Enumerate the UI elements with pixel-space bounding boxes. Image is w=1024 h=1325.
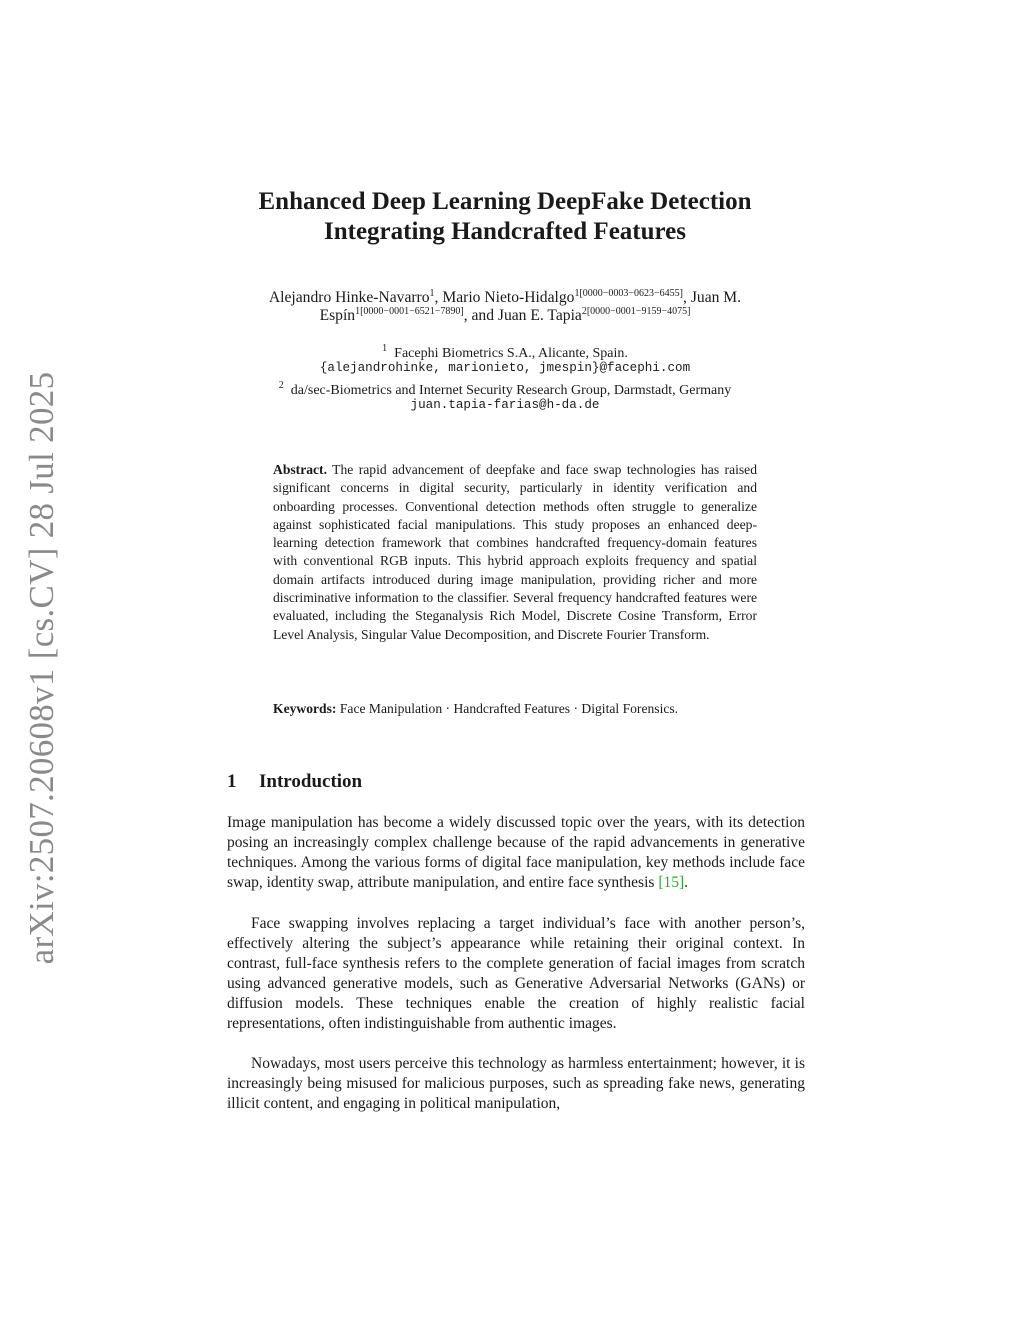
- author-list-line-2: [210, 302, 800, 325]
- arxiv-identifier: arXiv:2507.20608v1 [cs.CV] 28 Jul 2025: [22, 371, 61, 965]
- keywords-text: Face Manipulation · Handcrafted Features · Digital Forensics.: [339, 701, 679, 716]
- intro-paragraph-3: Nowadays, most users perceive this technology as harmless entertainment; however, it is increasingly being misused for malicious purposes, such as spreading fake news, generating illicit content, and engaging in political manipulation,: [227, 1055, 805, 1113]
- affiliation-text: da/sec-Biometrics and Internet Security Research Group, Darmstadt, Germany: [290, 383, 732, 398]
- keywords: [273, 700, 757, 718]
- paragraph-text-end: .: [684, 874, 689, 892]
- intro-paragraph-1: [227, 813, 805, 893]
- affiliation-mark: 1: [382, 343, 388, 354]
- section-number: 1: [227, 771, 237, 792]
- paper-title-line-1: Enhanced Deep Learning DeepFake Detection: [258, 188, 752, 215]
- author-affiliation-mark: 1: [429, 288, 435, 299]
- author-orcid-mark: 1[0000−0001−6521−7890]: [355, 306, 464, 317]
- intro-paragraph-2: Face swapping involves replacing a target individual’s face with another person’s, effectively altering the subject’s appearance while retaining their original context. In contrast, full-face synthesis refers to the complete generation of facial images from scratch using advanced generative models, such as Generative Adversarial Networks (GANs) or diffusion models. These techniques enable the creation of highly realistic facial representations, often indistinguishable from authentic images.: [227, 915, 805, 1033]
- section-heading: [227, 770, 362, 794]
- affiliation-1-email: {alejandrohinke, marionieto, jmespin}@facephi.com: [319, 361, 691, 375]
- author-name: Espín: [319, 307, 356, 324]
- affiliation-text: Facephi Biometrics S.A., Alicante, Spain.: [394, 346, 628, 361]
- affiliation-2-email: juan.tapia-farias@h-da.de: [410, 398, 600, 412]
- citation-link[interactable]: [15]: [658, 874, 685, 892]
- author-name: , Mario Nieto-Hidalgo: [434, 289, 575, 306]
- keywords-label: Keywords:: [273, 701, 337, 716]
- author-orcid-mark: 2[0000−0001−9159−4075]: [581, 306, 691, 317]
- paragraph-text: Image manipulation has become a widely discussed topic over the years, with its detection posing an increasingly complex challenge because of the rapid advancements in generative techniques. Among the various forms of digital face manipulation, key methods include face swap, identity swap, attribute manipulation, and entire face synthesis: [227, 814, 805, 892]
- affiliation-mark: 2: [278, 380, 284, 391]
- abstract-label: Abstract.: [273, 462, 327, 477]
- author-name: Alejandro Hinke-Navarro: [268, 289, 430, 306]
- abstract: [273, 461, 757, 644]
- section-title: Introduction: [259, 771, 363, 792]
- author-orcid-mark: 1[0000−0003−0623−6455]: [574, 288, 684, 299]
- paper-title-line-2: Integrating Handcrafted Features: [324, 218, 686, 245]
- abstract-text: The rapid advancement of deepfake and face swap technologies has raised significant concerns in digital security, particularly in identity verification and onboarding processes. Conventional detection methods often struggle to generalize against sophisticated facial manipulations. This study proposes an enhanced deep-learning detection framework that combines handcrafted frequency-domain features with conventional RGB inputs. This hybrid approach exploits frequency and spatial domain artifacts introduced during image manipulation, providing richer and more discriminative information to the classifier. Several frequency handcrafted features were evaluated, including the Steganalysis Rich Model, Discrete Cosine Transform, Error Level Analysis, Singular Value Decomposition, and Discrete Fourier Transform.: [273, 462, 758, 642]
- author-name: , Juan M.: [683, 289, 742, 306]
- author-name: , and Juan E. Tapia: [463, 307, 582, 324]
